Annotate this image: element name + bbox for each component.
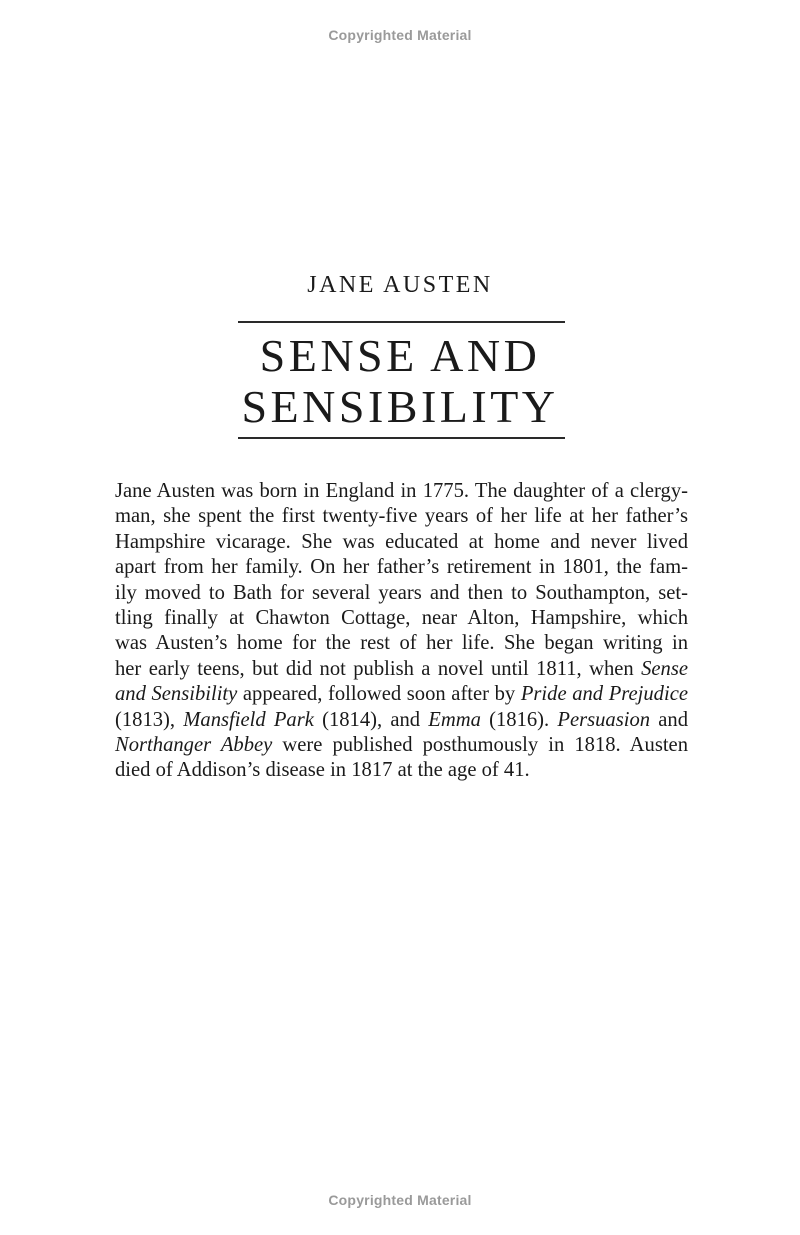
bio-line: man, she spent the first twenty-five years of her life at her father’s [115, 505, 688, 528]
bio-line: Hampshire vicarage. She was educated at home and never lived [115, 530, 688, 553]
bio-text: appeared, followed soon after by [237, 683, 521, 706]
book-title-line-1: SENSE AND [259, 330, 541, 381]
book-title-italic: and Sensibility [115, 683, 238, 706]
book-title [0, 330, 800, 432]
book-title-italic: Pride and Prejudice [520, 683, 688, 706]
title-rule-bottom [238, 437, 565, 439]
bio-text: her early teens, but did not publish a novel until 1811, when [115, 657, 642, 680]
bio-text: (1813), [115, 708, 184, 731]
copyright-watermark-bottom: Copyrighted Material [328, 1192, 472, 1208]
bio-text: were published posthumously in 1818. Austen [272, 734, 688, 757]
bio-text: (1816). [480, 708, 558, 731]
book-title-italic: Persuasion [557, 708, 651, 731]
bio-line: apart from her family. On her father’s retirement in 1801, the fam- [115, 556, 688, 579]
book-title-italic: Mansfield Park [183, 708, 314, 731]
author-biography [115, 479, 688, 784]
bio-line [115, 657, 688, 682]
book-title-italic: Northanger Abbey [115, 734, 273, 757]
bio-line [115, 708, 688, 733]
bio-line: tling finally at Chawton Cottage, near Alton, Hampshire, which [115, 607, 688, 630]
bio-line [115, 682, 688, 707]
title-rule-top [238, 321, 565, 323]
book-title-italic: Emma [428, 708, 481, 731]
book-title-italic: Sense [641, 657, 688, 680]
bio-line [115, 733, 688, 758]
bio-line: Jane Austen was born in England in 1775. The daughter of a clergy- [115, 480, 688, 502]
bio-text: (1814), and [313, 708, 429, 731]
author-name: JANE AUSTEN [307, 272, 493, 298]
bio-line: was Austen’s home for the rest of her life. She began writing in [115, 632, 688, 655]
bio-text: and [650, 708, 689, 731]
bio-line: died of Addison’s disease in 1817 at the age of 41. [115, 759, 530, 782]
bio-line: ily moved to Bath for several years and then to Southampton, set- [115, 581, 688, 604]
book-title-line-2: SENSIBILITY [241, 381, 559, 432]
copyright-watermark-top: Copyrighted Material [328, 27, 472, 43]
